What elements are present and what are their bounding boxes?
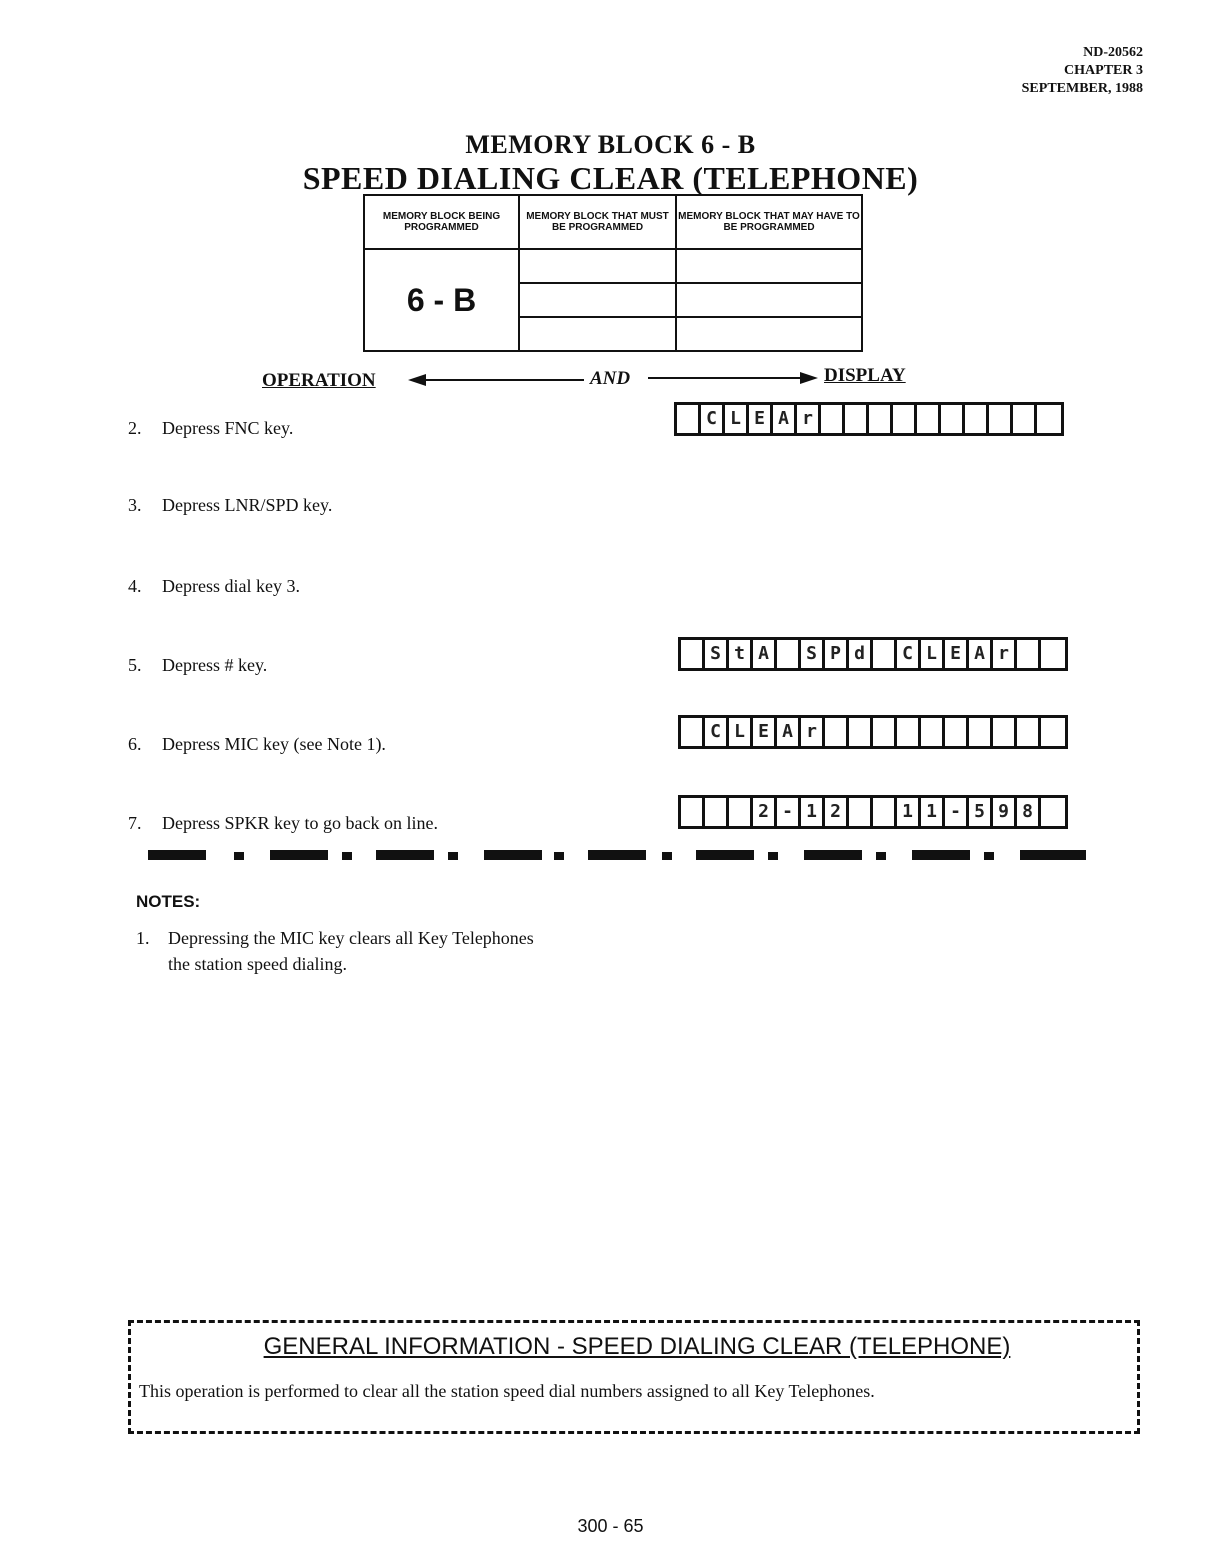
lcd-cell: L — [729, 718, 753, 746]
table-cell — [519, 283, 676, 317]
lcd-cell: E — [749, 405, 773, 433]
lcd-cell — [873, 718, 897, 746]
page-number: 300 - 65 — [577, 1516, 644, 1536]
lcd-cell: S — [705, 640, 729, 668]
step-item — [128, 734, 386, 755]
step-item — [128, 495, 332, 516]
step-item — [128, 576, 300, 597]
col-header-must-be-programmed: MEMORY BLOCK THAT MUST BE PROGRAMMED — [519, 195, 676, 249]
lcd-cell — [893, 405, 917, 433]
display-label: DISPLAY — [824, 365, 906, 386]
lcd-cell — [873, 640, 897, 668]
lcd-cell: E — [945, 640, 969, 668]
lcd-cell: C — [897, 640, 921, 668]
lcd-cell — [921, 718, 945, 746]
lcd-cell: A — [969, 640, 993, 668]
step-item — [128, 655, 267, 676]
step-number: 6. — [128, 734, 142, 754]
step-text: Depress LNR/SPD key. — [162, 495, 333, 515]
left-arrow-icon — [408, 372, 584, 388]
lcd-cell — [917, 405, 941, 433]
block-id-cell: 6 - B — [364, 249, 519, 351]
lcd-cell — [993, 718, 1017, 746]
note-text-line1: Depressing the MIC key clears all Key Telephones — [168, 928, 534, 948]
table-cell — [676, 317, 862, 351]
memory-block-table — [363, 194, 863, 352]
step-text: Depress MIC key (see Note 1). — [162, 734, 386, 754]
lcd-cell: 5 — [969, 798, 993, 826]
lcd-cell — [821, 405, 845, 433]
lcd-display-step7 — [678, 795, 1068, 829]
right-arrow-icon — [648, 370, 818, 386]
and-label: AND — [590, 368, 631, 389]
step-number: 5. — [128, 655, 142, 675]
lcd-cell: 9 — [993, 798, 1017, 826]
lcd-cell: A — [753, 640, 777, 668]
lcd-cell — [1041, 640, 1065, 668]
lcd-cell: r — [797, 405, 821, 433]
document-header — [1022, 44, 1143, 98]
step-text: Depress # key. — [162, 655, 268, 675]
lcd-cell: d — [849, 640, 873, 668]
lcd-cell — [677, 405, 701, 433]
lcd-cell — [945, 718, 969, 746]
step-number: 3. — [128, 495, 142, 515]
lcd-cell — [1017, 640, 1041, 668]
lcd-cell: E — [753, 718, 777, 746]
lcd-cell — [873, 798, 897, 826]
lcd-cell: 1 — [921, 798, 945, 826]
step-text: Depress SPKR key to go back on line. — [162, 813, 438, 833]
lcd-display-step5 — [678, 637, 1068, 671]
doc-id: ND-20562 — [1083, 45, 1143, 60]
lcd-cell: 2 — [825, 798, 849, 826]
lcd-cell: t — [729, 640, 753, 668]
chapter: CHAPTER 3 — [1064, 63, 1143, 78]
general-information-text: This operation is performed to clear all the station speed dial numbers assigned to all Key Telephones. — [139, 1381, 875, 1401]
memory-block-title: MEMORY BLOCK 6 - B — [465, 130, 756, 159]
lcd-cell — [897, 718, 921, 746]
lcd-cell — [1041, 798, 1065, 826]
lcd-cell — [705, 798, 729, 826]
table-cell — [519, 317, 676, 351]
lcd-cell: - — [945, 798, 969, 826]
lcd-cell — [1013, 405, 1037, 433]
table-cell — [676, 283, 862, 317]
lcd-cell: r — [801, 718, 825, 746]
lcd-cell — [941, 405, 965, 433]
lcd-cell: 2 — [753, 798, 777, 826]
step-number: 2. — [128, 418, 142, 438]
doc-date: SEPTEMBER, 1988 — [1021, 81, 1143, 96]
lcd-cell — [777, 640, 801, 668]
lcd-display-step6 — [678, 715, 1068, 749]
lcd-cell: 1 — [801, 798, 825, 826]
lcd-cell — [1041, 718, 1065, 746]
lcd-cell — [825, 718, 849, 746]
table-cell — [676, 249, 862, 283]
section-separator — [148, 850, 1088, 860]
lcd-cell: 8 — [1017, 798, 1041, 826]
lcd-cell — [989, 405, 1013, 433]
lcd-cell — [1017, 718, 1041, 746]
lcd-cell: C — [701, 405, 725, 433]
lcd-cell: C — [705, 718, 729, 746]
lcd-cell — [965, 405, 989, 433]
lcd-cell — [681, 798, 705, 826]
lcd-cell — [1037, 405, 1061, 433]
lcd-cell — [729, 798, 753, 826]
table-cell — [519, 249, 676, 283]
general-information-title: GENERAL INFORMATION - SPEED DIALING CLEAR (TELEPHONE) — [263, 1333, 1011, 1360]
note-number: 1. — [136, 928, 150, 948]
lcd-cell: A — [777, 718, 801, 746]
step-item — [128, 418, 293, 439]
page-title: SPEED DIALING CLEAR (TELEPHONE) — [302, 160, 919, 196]
operation-label: OPERATION — [262, 370, 376, 391]
lcd-cell — [849, 718, 873, 746]
lcd-cell: - — [777, 798, 801, 826]
step-text: Depress FNC key. — [162, 418, 294, 438]
lcd-cell: A — [773, 405, 797, 433]
step-item — [128, 813, 438, 834]
lcd-cell — [849, 798, 873, 826]
lcd-display-step2 — [674, 402, 1064, 436]
col-header-being-programmed: MEMORY BLOCK BEING PROGRAMMED — [364, 195, 519, 249]
note-text-line2: the station speed dialing. — [168, 954, 347, 974]
lcd-cell — [681, 640, 705, 668]
step-text: Depress dial key 3. — [162, 576, 300, 596]
lcd-cell: 1 — [897, 798, 921, 826]
lcd-cell: P — [825, 640, 849, 668]
col-header-may-be-programmed: MEMORY BLOCK THAT MAY HAVE TO BE PROGRAMMED — [676, 195, 862, 249]
lcd-cell: r — [993, 640, 1017, 668]
lcd-cell — [869, 405, 893, 433]
lcd-cell — [681, 718, 705, 746]
notes-heading: NOTES: — [136, 892, 201, 911]
lcd-cell — [969, 718, 993, 746]
lcd-cell: L — [725, 405, 749, 433]
lcd-cell — [845, 405, 869, 433]
lcd-cell: L — [921, 640, 945, 668]
note-item — [136, 925, 534, 977]
lcd-cell: S — [801, 640, 825, 668]
step-number: 4. — [128, 576, 142, 596]
general-information-box — [128, 1320, 1140, 1434]
step-number: 7. — [128, 813, 142, 833]
